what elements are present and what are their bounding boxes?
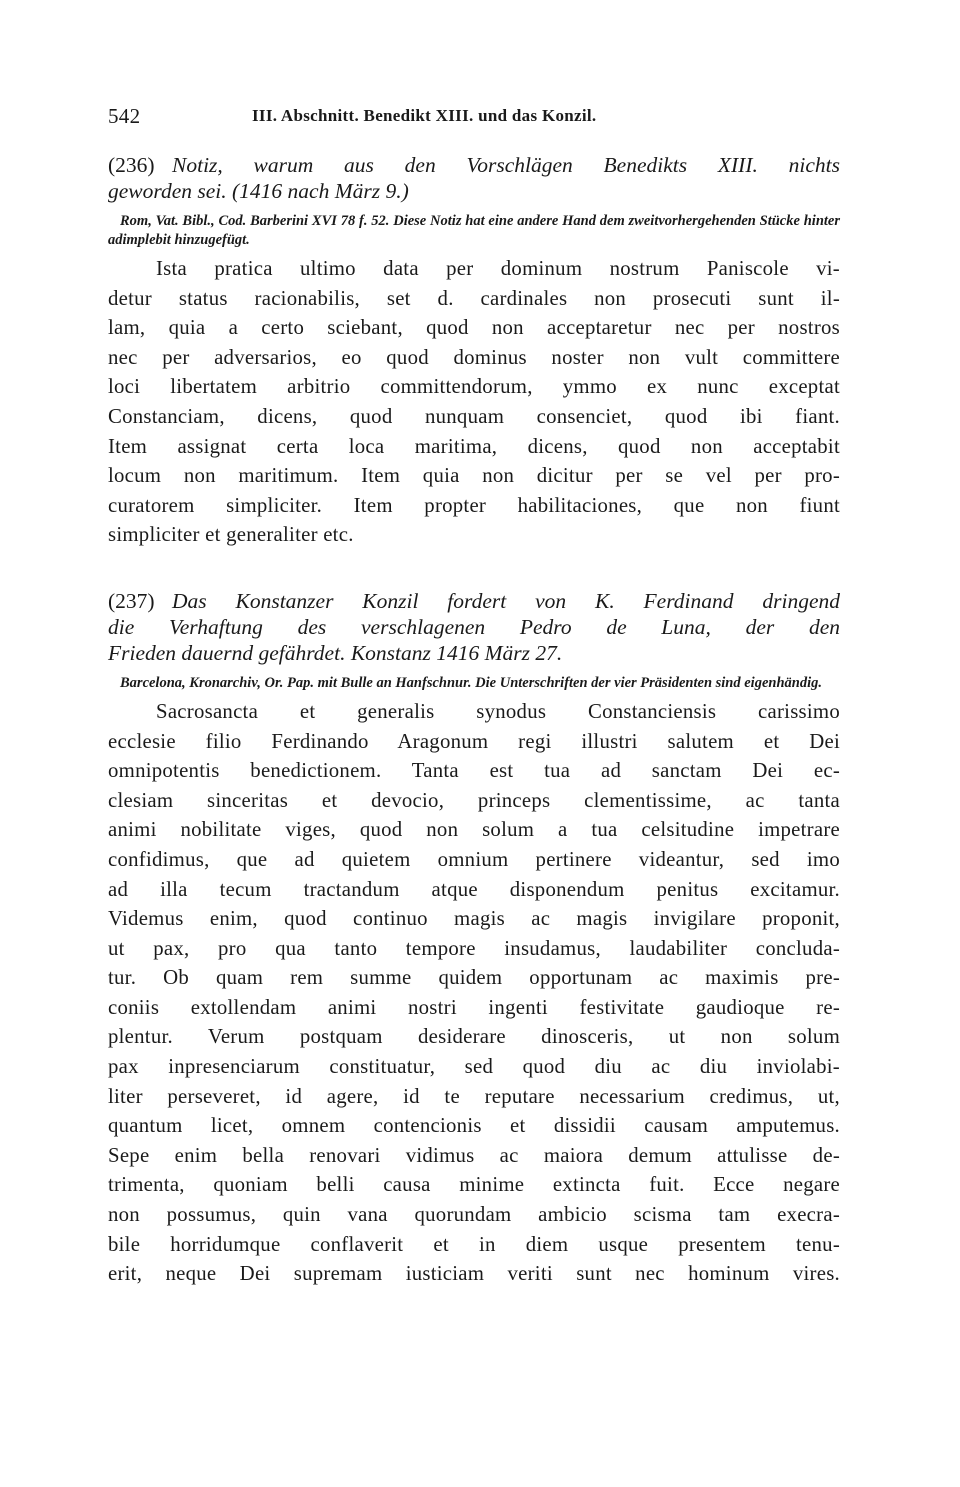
heading-line — [108, 152, 840, 178]
heading-text: Notiz, warum aus den Vorschlägen Benedikts XIII. nichts — [172, 153, 840, 177]
body-line: curatorem simpliciter. Item propter habilitaciones, que non fiunt — [108, 493, 840, 517]
body-line: detur status racionabilis, set d. cardinales non prosecuti sunt il- — [108, 286, 840, 310]
body-line: Constanciam, dicens, quod nunquam consenciet, quod ibi fiant. — [108, 404, 840, 428]
body-line: Sacrosancta et generalis synodus Constanciensis carissimo — [156, 699, 840, 723]
body-line: omnipotentis benedictionem. Tanta est tua ad sanctam Dei ec- — [108, 759, 840, 783]
entry-number: (236) — [108, 153, 155, 177]
body-line: confidimus, que ad quietem omnium pertinere videantur, sed imo — [108, 847, 840, 871]
heading-line: Frieden dauernd gefährdet. Konstanz 1416 März 27. — [108, 640, 563, 665]
body-line: erit, neque Dei supremam iusticiam veriti sunt nec hominum vires. — [108, 1262, 840, 1286]
document-entry-237 — [108, 588, 840, 1289]
heading-line — [108, 588, 840, 614]
heading-line: geworden sei. (1416 nach März 9.) — [108, 179, 409, 203]
body-line: coniis extollendam animi nostri ingenti festivitate gaudioque re- — [108, 995, 840, 1019]
source-note: Rom, Vat. Bibl., Cod. Barberini XVI 78 f. 52. Diese Notiz hat eine andere Hand dem zweitvorhergehenden Stücke hinter adimplebit hinzugefügt. — [108, 213, 840, 248]
page-number: 542 — [108, 104, 141, 128]
body-line: bile horridumque conflaverit et in diem usque presentem tenu- — [108, 1232, 840, 1256]
body-line: ecclesie filio Ferdinando Aragonum regi illustri salutem et Dei — [108, 729, 840, 753]
body-line: ut pax, pro qua tanto tempore insudamus, laudabiliter concluda- — [108, 936, 840, 960]
entry-heading — [108, 152, 840, 204]
body-line: pax inpresenciarum constituatur, sed quod diu ac diu inviolabi- — [108, 1055, 840, 1079]
entry-heading — [108, 588, 840, 666]
body-line: tur. Ob quam rem summe quidem opportunam ac maximis pre- — [108, 966, 840, 990]
document-entry-236 — [108, 152, 840, 550]
running-title: III. Abschnitt. Benedikt XIII. und das Konzil. — [252, 106, 597, 125]
body-line: simpliciter et generaliter etc. — [108, 523, 354, 547]
body-line: clesiam sinceritas et devocio, princeps clementissime, ac tanta — [108, 788, 840, 812]
body-line: ad illa tecum tractandum atque disponendum penitus excitamur. — [108, 877, 840, 901]
body-line: plentur. Verum postquam desiderare dinosceris, ut non solum — [108, 1025, 840, 1049]
heading-line: die Verhaftung des verschlagenen Pedro de Luna, der den — [108, 614, 840, 639]
body-line: Sepe enim bella renovari vidimus ac maiora demum attulisse de- — [108, 1143, 840, 1167]
entry-number: (237) — [108, 588, 155, 613]
entry-body — [108, 254, 840, 550]
body-line: trimenta, quoniam belli causa minime extincta fuit. Ecce negare — [108, 1173, 840, 1197]
running-head — [108, 100, 840, 130]
book-page — [108, 100, 840, 1289]
source-note: Barcelona, Kronarchiv, Or. Pap. mit Bulle an Hanfschnur. Die Unterschriften der vier Präsidenten sind eigenhändig. — [120, 674, 822, 691]
body-line: nec per adversarios, eo quod dominus noster non vult committere — [108, 345, 840, 369]
body-line: Videmus enim, quod continuo magis ac magis invigilare proponit, — [108, 907, 840, 931]
body-line: loci libertatem arbitrio committendorum, ymmo ex nunc exceptat — [108, 375, 840, 399]
body-line: Item assignat certa loca maritima, dicens, quod non acceptabit — [108, 434, 840, 458]
body-line: liter perseveret, id agere, id te reputare necessarium credimus, ut, — [108, 1084, 840, 1108]
heading-text: Das Konstanzer Konzil fordert von K. Ferdinand dringend — [172, 588, 840, 613]
body-line: non possumus, quin vana quorundam ambicio scisma tam execra- — [108, 1203, 840, 1227]
entry-body — [108, 697, 840, 1289]
body-line: locum non maritimum. Item quia non dicitur per se vel per pro- — [108, 464, 840, 488]
body-line: quantum licet, omnem contencionis et dissidii causam amputemus. — [108, 1114, 840, 1138]
body-line: animi nobilitate viges, quod non solum a tua celsitudine impetrare — [108, 818, 840, 842]
body-line: Ista pratica ultimo data per dominum nostrum Paniscole vi- — [156, 257, 840, 280]
body-line: lam, quia a certo sciebant, quod non acceptaretur nec per nostros — [108, 316, 840, 340]
